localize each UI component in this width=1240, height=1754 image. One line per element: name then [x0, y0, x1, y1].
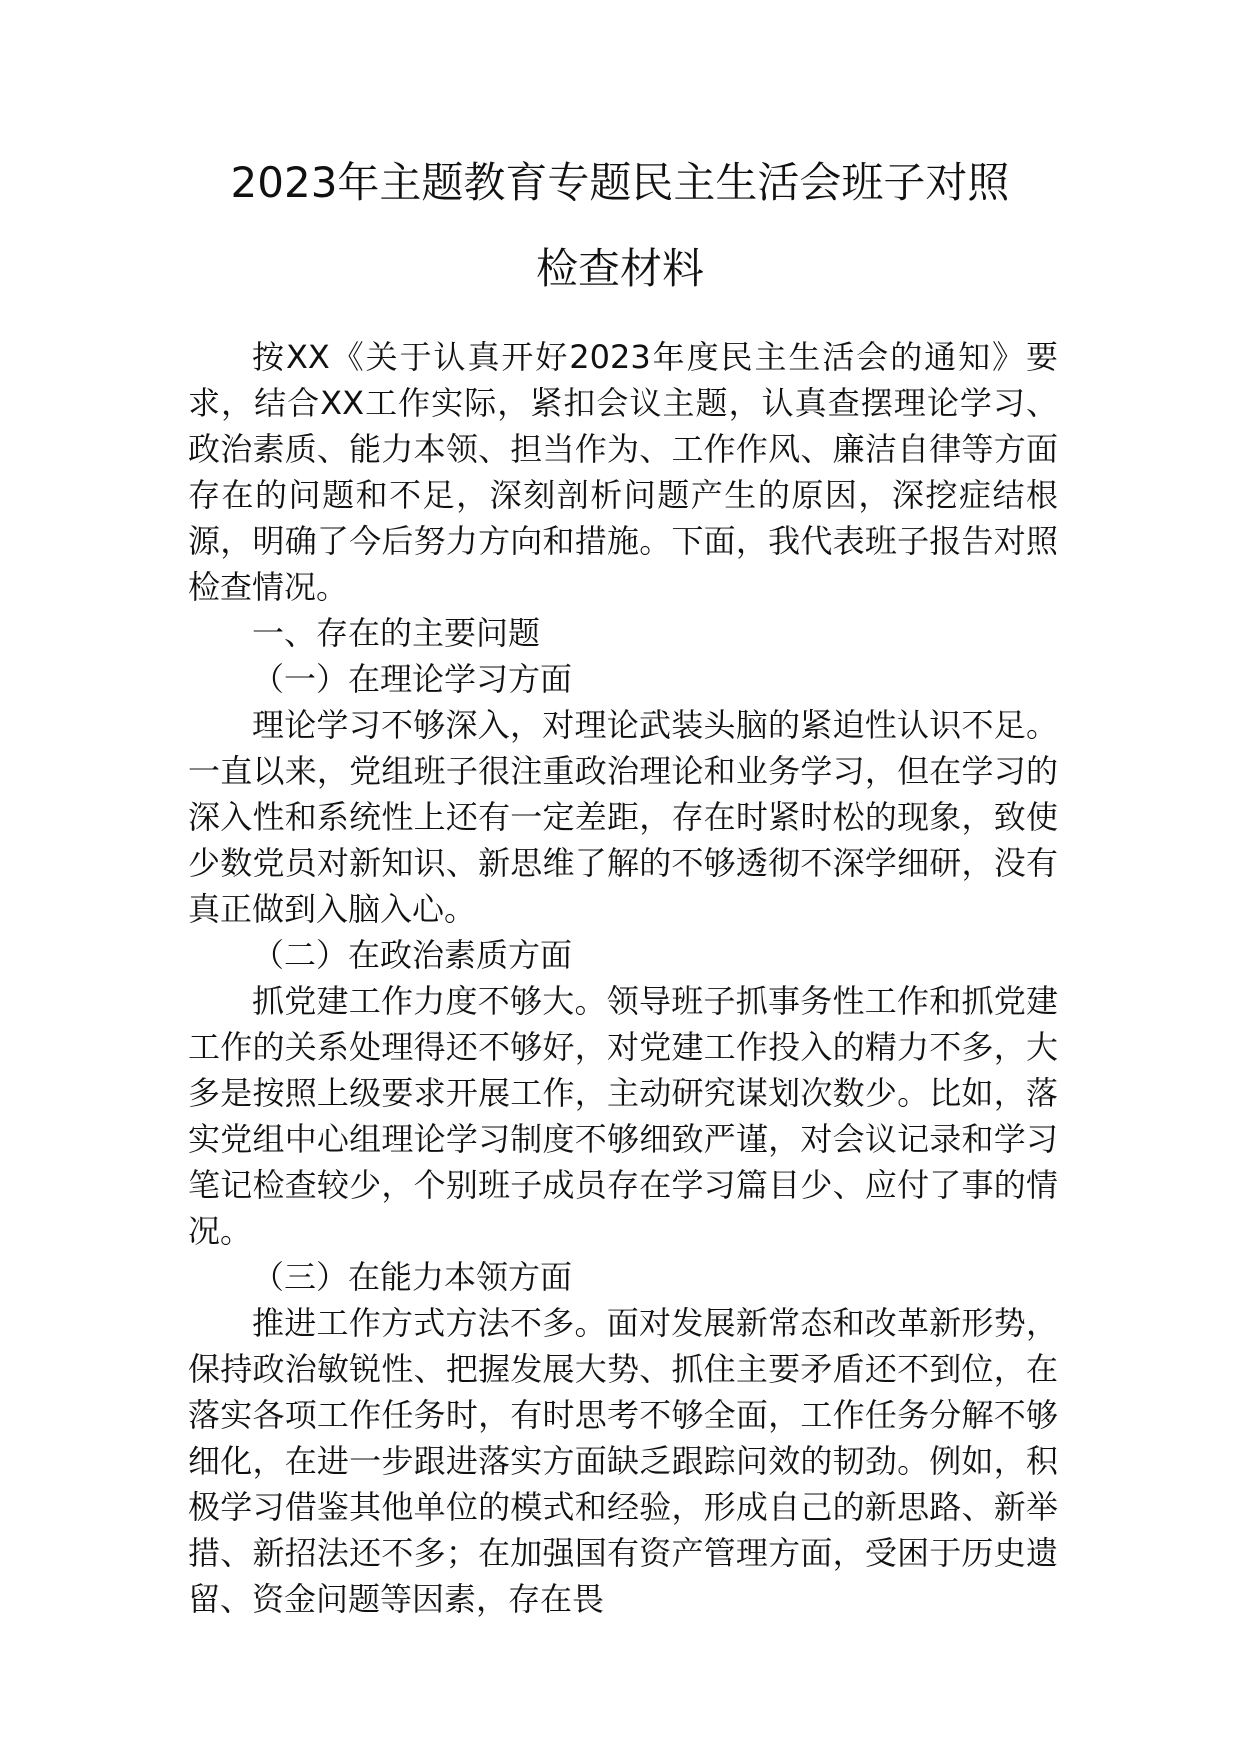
- paragraph-ability: 推进工作方式方法不多。面对发展新常态和改革新形势，保持政治敏锐性、把握发展大势、抓住主要矛盾还不到位，在落实各项工作任务时，有时思考不够全面，工作任务分解不够细化，在进一步跟进落实方面缺乏跟踪问效的韧劲。例如，积极学习借鉴其他单位的模式和经验，形成自己的新思路、新举措、新招法还不多；在加强国有资产管理方面，受困于历史遗留、资金问题等因素，存在畏: [188, 1304, 1058, 1618]
- intro-paragraph: 按XX《关于认真开好2023年度民主生活会的通知》要求，结合XX工作实际，紧扣会议主题，认真查摆理论学习、政治素质、能力本领、担当作为、工作作风、廉洁自律等方面存在的问题和不足，深刻剖析问题产生的原因，深挖症结根源，明确了今后努力方向和措施。下面，我代表班子报告对照检查情况。: [188, 338, 1058, 606]
- paragraph-theory-study: 理论学习不够深入，对理论武装头脑的紧迫性认识不足。一直以来，党组班子很注重政治理论和业务学习，但在学习的深入性和系统性上还有一定差距，存在时紧时松的现象，致使少数党员对新知识、新思维了解的不够透彻不深学细研，没有真正做到入脑入心。: [188, 706, 1058, 928]
- document-body: [188, 334, 1058, 1622]
- title-line-2: 检查材料: [535, 244, 704, 293]
- section-heading-main-problems: 一、存在的主要问题: [252, 614, 541, 652]
- subheading-ability: （三）在能力本领方面: [252, 1258, 573, 1296]
- title-line-1: 2023年主题教育专题民主生活会班子对照: [230, 158, 1010, 207]
- subheading-political-quality: （二）在政治素质方面: [252, 936, 573, 974]
- document-title: [150, 160, 1090, 292]
- subheading-theory-study: （一）在理论学习方面: [252, 660, 573, 698]
- paragraph-political-quality: 抓党建工作力度不够大。领导班子抓事务性工作和抓党建工作的关系处理得还不够好，对党建工作投入的精力不多，大多是按照上级要求开展工作，主动研究谋划次数少。比如，落实党组中心组理论学习制度不够细致严谨，对会议记录和学习笔记检查较少，个别班子成员存在学习篇目少、应付了事的情况。: [188, 982, 1058, 1250]
